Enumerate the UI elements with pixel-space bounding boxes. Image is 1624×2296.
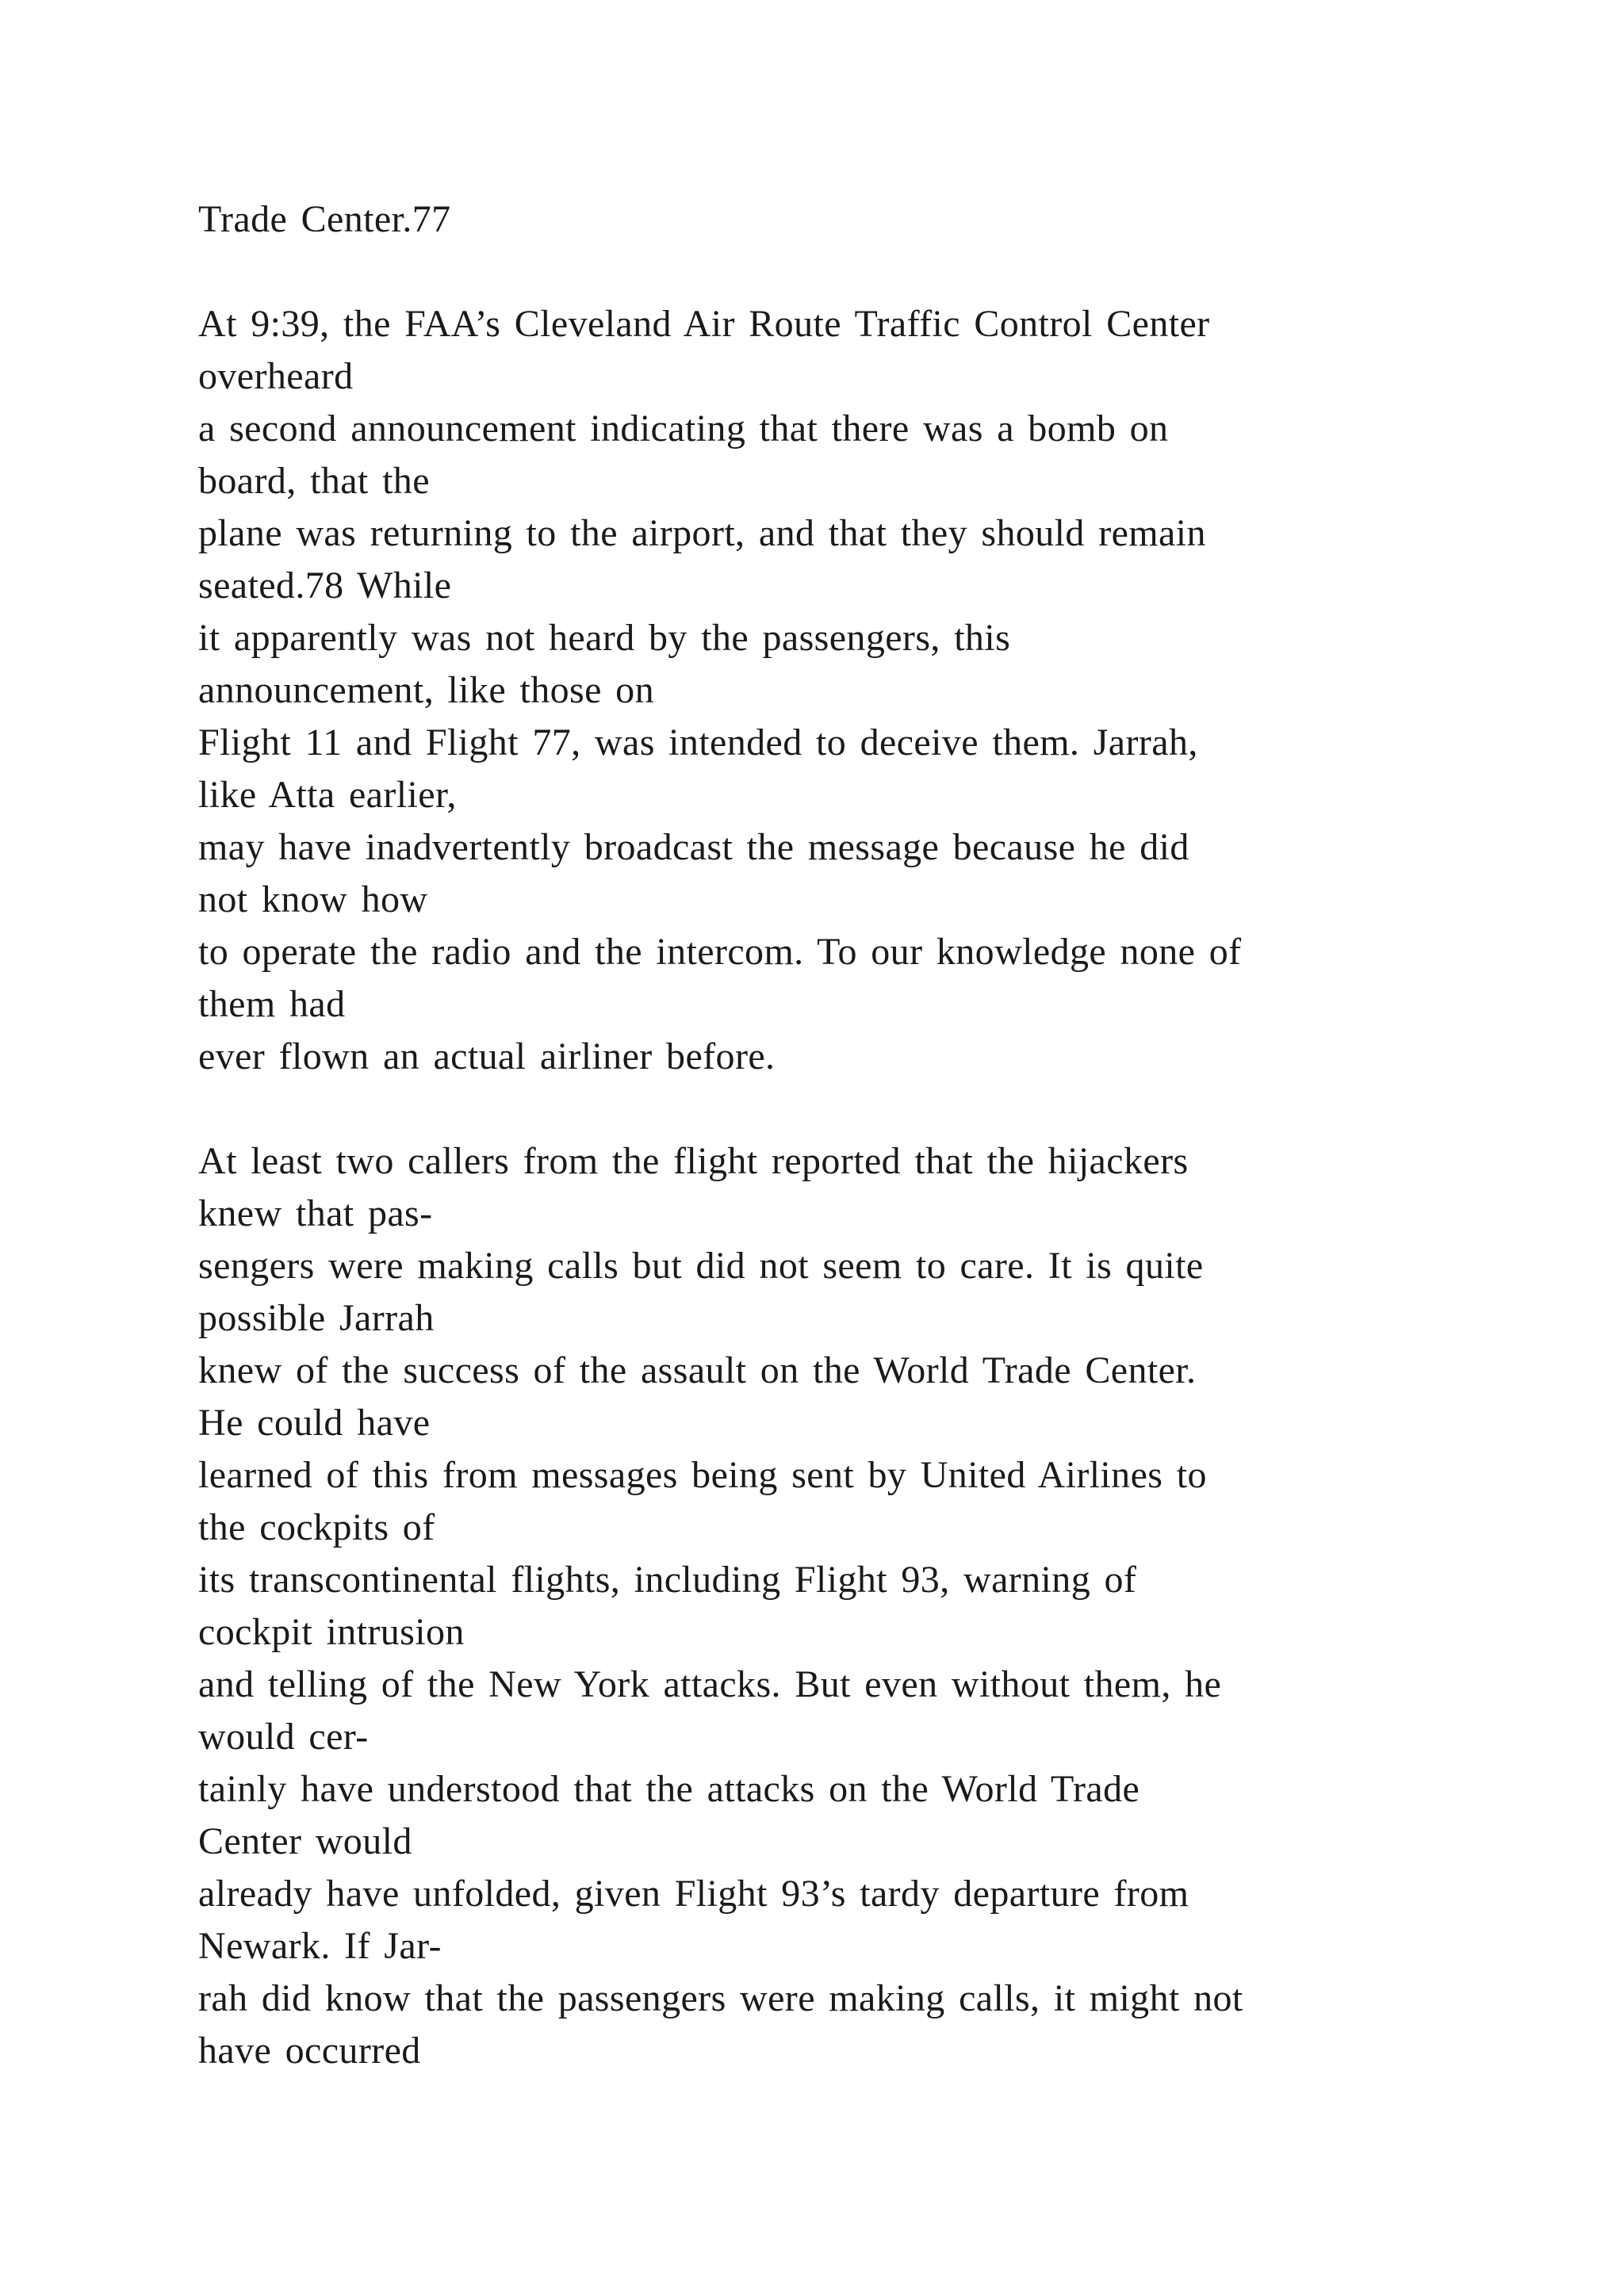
text-line: may have inadvertently broadcast the message because he did (198, 826, 1189, 868)
text-line: learned of this from messages being sent by United Airlines to (198, 1454, 1207, 1496)
body-text (198, 193, 1546, 2077)
text-line: ever flown an actual airliner before. (198, 1035, 776, 1077)
text-line: sengers were making calls but did not seem to care. It is quite (198, 1245, 1204, 1287)
text-line: At 9:39, the FAA’s Cleveland Air Route Traffic Control Center (198, 303, 1210, 345)
text-line: Center would (198, 1820, 412, 1862)
text-line: Flight 11 and Flight 77, was intended to deceive them. Jarrah, (198, 721, 1198, 763)
text-line: have occurred (198, 2030, 421, 2072)
text-line: announcement, like those on (198, 669, 654, 711)
paragraph-break (198, 1083, 1546, 1135)
text-line: possible Jarrah (198, 1297, 435, 1339)
text-line: to operate the radio and the intercom. To our knowledge none of (198, 931, 1242, 973)
text-line: overheard (198, 355, 354, 397)
text-line: rah did know that the passengers were making calls, it might not (198, 1977, 1243, 2019)
text-line: its transcontinental flights, including Flight 93, warning of (198, 1559, 1137, 1601)
text-line: Trade Center.77 (198, 198, 451, 240)
paragraph-break (198, 246, 1546, 298)
text-line: Newark. If Jar- (198, 1925, 442, 1967)
text-line: would cer- (198, 1716, 369, 1758)
text-line: like Atta earlier, (198, 774, 457, 816)
text-line: the cockpits of (198, 1506, 435, 1548)
text-line: plane was returning to the airport, and that they should remain (198, 512, 1206, 554)
text-line: not know how (198, 878, 428, 920)
text-line: tainly have understood that the attacks on the World Trade (198, 1768, 1140, 1810)
text-line: and telling of the New York attacks. But even without them, he (198, 1663, 1222, 1705)
text-line: them had (198, 983, 346, 1025)
text-line: it apparently was not heard by the passengers, this (198, 617, 1011, 659)
text-line: He could have (198, 1402, 431, 1444)
text-line: At least two callers from the flight reported that the hijackers (198, 1140, 1189, 1182)
text-line: seated.78 While (198, 564, 452, 607)
text-line: a second announcement indicating that there was a bomb on (198, 408, 1169, 450)
text-line: already have unfolded, given Flight 93’s tardy departure from (198, 1873, 1189, 1915)
text-line: knew of the success of the assault on the World Trade Center. (198, 1349, 1197, 1391)
text-line: board, that the (198, 460, 430, 502)
text-line: knew that pas- (198, 1192, 433, 1234)
text-line: cockpit intrusion (198, 1611, 465, 1653)
